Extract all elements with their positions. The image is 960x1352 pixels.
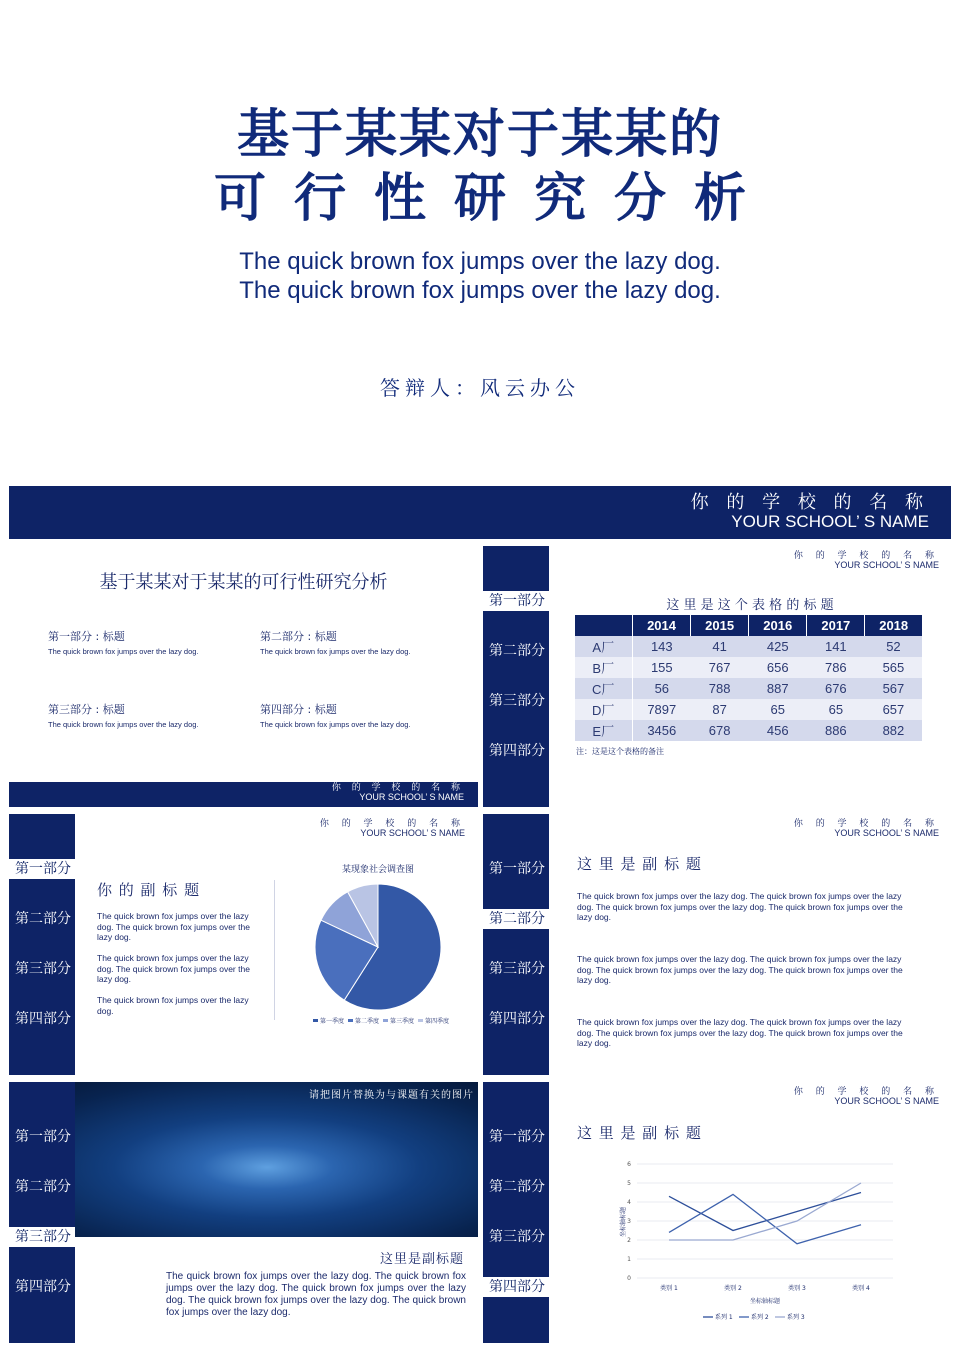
table-header-cell: 2018 (865, 615, 922, 636)
legend-swatch (418, 1019, 423, 1022)
image-subtitle: 这里是副标题 (379, 1252, 464, 1267)
table-cell: B厂 (575, 657, 633, 678)
table-cell: 678 (691, 720, 749, 741)
x-tick-label: 类别 3 (788, 1285, 806, 1292)
x-tick-label: 类别 4 (852, 1285, 870, 1292)
line-subtitle: 这 里 是 副 标 题 (577, 1124, 702, 1142)
table-cell: 657 (865, 699, 922, 720)
section-tab-4[interactable]: 第四部分 (489, 743, 545, 759)
table-cell: 567 (865, 678, 922, 699)
space-image (9, 1082, 478, 1237)
text-slide (483, 814, 952, 1075)
table-cell: 7897 (633, 699, 691, 720)
section-tab-1[interactable]: 第一部分 (489, 1129, 545, 1145)
toc-item-desc: The quick brown fox jumps over the lazy dog. (48, 647, 199, 656)
toc-item-4 (260, 701, 411, 729)
y-tick-label: 6 (627, 1161, 631, 1168)
toc-footer-bar (9, 782, 478, 807)
toc-item-2 (260, 628, 411, 656)
section-tab-3[interactable]: 第三部分 (489, 1229, 545, 1245)
section-tab-3[interactable]: 第三部分 (9, 1227, 75, 1247)
y-tick-label: 1 (627, 1256, 631, 1263)
table-cell: 425 (749, 636, 807, 657)
section-tab-1[interactable]: 第一部分 (9, 859, 75, 879)
section-tab-4[interactable]: 第四部分 (483, 1277, 549, 1297)
cover-title-line2: 可行性研究分析 (213, 169, 774, 229)
cover-title-line1: 基于某某对于某某的 (236, 105, 723, 165)
section-tab-4[interactable]: 第四部分 (15, 1011, 71, 1027)
school-en: YOUR SCHOOL’ S NAME (359, 792, 464, 803)
data-table (574, 615, 922, 741)
toc-item-label: 第一部分 : 标题 (48, 630, 125, 643)
table-cell: 656 (749, 657, 807, 678)
table-cell: 887 (749, 678, 807, 699)
table-cell: 65 (807, 699, 865, 720)
legend-label: 系列 3 (787, 1314, 805, 1321)
table-cell: 41 (691, 636, 749, 657)
table-slide (483, 546, 952, 807)
toc-slide (9, 546, 478, 807)
text-paragraph-3: The quick brown fox jumps over the lazy dog. The quick brown fox jumps over the lazy dog. The quick brown fox jumps over the lazy dog. The quick brown fox jumps over the lazy dog. (577, 1017, 903, 1049)
section-tab-1[interactable]: 第一部分 (15, 1129, 71, 1145)
legend-swatch (313, 1019, 318, 1022)
table-title: 这 里 是 这 个 表 格 的 标 题 (666, 598, 834, 613)
toc-title: 基于某某对于某某的可行性研究分析 (99, 572, 388, 593)
pie-title: 某现象社会调查图 (341, 865, 415, 875)
line-slide (483, 1082, 952, 1343)
x-tick-label: 类别 2 (724, 1285, 742, 1292)
section-tab-2[interactable]: 第二部分 (483, 909, 549, 929)
school-cn: 你 的 学 校 的 名 称 (793, 819, 939, 829)
pie-chart (283, 858, 473, 1033)
legend-swatch (383, 1019, 388, 1022)
section-sidebar (9, 814, 75, 1075)
section-tab-3[interactable]: 第三部分 (489, 693, 545, 709)
table-cell: 565 (865, 657, 922, 678)
section-tab-3[interactable]: 第三部分 (15, 961, 71, 977)
table-row (575, 678, 923, 699)
school-en: YOUR SCHOOL’ S NAME (834, 1096, 939, 1107)
toc-item-3 (48, 701, 199, 729)
table-cell: 56 (633, 678, 691, 699)
toc-item-label: 第三部分 : 标题 (48, 703, 125, 716)
x-tick-label: 类别 1 (660, 1285, 678, 1292)
table-cell: 767 (691, 657, 749, 678)
legend-label: 第二季度 (355, 1018, 380, 1025)
section-tab-1[interactable]: 第一部分 (489, 861, 545, 877)
table-cell: 143 (633, 636, 691, 657)
table-cell: A厂 (575, 636, 633, 657)
section-tab-2[interactable]: 第二部分 (15, 1179, 71, 1195)
table-cell: 788 (691, 678, 749, 699)
school-en: YOUR SCHOOL’ S NAME (834, 828, 939, 839)
table-cell: 65 (749, 699, 807, 720)
x-axis-title: 坐标轴标题 (749, 1298, 781, 1305)
table-cell: 886 (807, 720, 865, 741)
table-cell: 3456 (633, 720, 691, 741)
text-paragraph-1: The quick brown fox jumps over the lazy dog. The quick brown fox jumps over the lazy dog. The quick brown fox jumps over the lazy dog. The quick brown fox jumps over the lazy dog. (577, 891, 903, 923)
section-tab-1[interactable]: 第一部分 (483, 591, 549, 611)
section-sidebar (483, 1082, 549, 1343)
table-row (575, 636, 923, 657)
table-header-cell: 2016 (749, 615, 807, 636)
school-cn: 你 的 学 校 的 名 称 (793, 551, 939, 561)
table-header-cell: 2017 (807, 615, 865, 636)
table-cell: 786 (807, 657, 865, 678)
legend-label: 第三季度 (390, 1018, 415, 1025)
toc-item-desc: The quick brown fox jumps over the lazy dog. (260, 720, 411, 729)
table-header-cell: 2014 (633, 615, 691, 636)
toc-item-1 (48, 628, 199, 656)
table-cell: 456 (749, 720, 807, 741)
table-row (575, 657, 923, 678)
section-tab-4[interactable]: 第四部分 (15, 1279, 71, 1295)
school-cn: 你 的 学 校 的 名 称 (319, 819, 465, 829)
banner-school-cn: 你 的 学 校 的 名 称 (690, 492, 929, 513)
section-tab-4[interactable]: 第四部分 (489, 1011, 545, 1027)
y-axis-title: 坐标轴标题 (620, 1206, 627, 1238)
y-tick-label: 3 (627, 1218, 631, 1225)
y-tick-label: 5 (627, 1180, 631, 1187)
section-sidebar (9, 1082, 75, 1343)
y-tick-label: 0 (627, 1275, 631, 1282)
table-cell: 676 (807, 678, 865, 699)
table-cell: 87 (691, 699, 749, 720)
table-cell: 155 (633, 657, 691, 678)
text-subtitle: 这 里 是 副 标 题 (577, 855, 702, 873)
table-cell: 52 (865, 636, 922, 657)
divider (274, 880, 275, 1020)
table-header-cell (575, 615, 633, 636)
pie-slide (9, 814, 478, 1075)
image-paragraph: The quick brown fox jumps over the lazy dog. The quick brown fox jumps over the lazy dog. The quick brown fox jumps over the lazy dog. The quick brown fox jumps over the lazy dog. The quick brown fox jumps over the lazy dog. (166, 1271, 466, 1318)
legend-label: 系列 1 (715, 1314, 733, 1321)
y-tick-label: 4 (627, 1199, 631, 1206)
table-note: 注：这是这个表格的备注 (576, 747, 664, 756)
school-banner (9, 486, 951, 539)
section-tab-2[interactable]: 第二部分 (489, 643, 545, 659)
text-paragraph-2: The quick brown fox jumps over the lazy dog. The quick brown fox jumps over the lazy dog. The quick brown fox jumps over the lazy dog. The quick brown fox jumps over the lazy dog. (577, 954, 903, 986)
toc-item-label: 第四部分 : 标题 (260, 703, 337, 716)
school-en: YOUR SCHOOL’ S NAME (360, 828, 465, 839)
image-slide (9, 1082, 478, 1343)
y-tick-label: 2 (627, 1237, 631, 1244)
image-caption: 请把图片替换为与课题有关的图片 (309, 1090, 474, 1101)
toc-item-label: 第二部分 : 标题 (260, 630, 337, 643)
table-row (575, 699, 923, 720)
table-header-row (575, 615, 923, 636)
series-line (669, 1193, 861, 1231)
section-tab-2[interactable]: 第二部分 (15, 911, 71, 927)
table-row (575, 720, 923, 741)
table-header-cell: 2015 (691, 615, 749, 636)
line-chart (613, 1154, 903, 1326)
section-tab-3[interactable]: 第三部分 (489, 961, 545, 977)
section-tab-2[interactable]: 第二部分 (489, 1179, 545, 1195)
pie-paragraph-2: The quick brown fox jumps over the lazy dog. The quick brown fox jumps over the lazy dog. (97, 953, 250, 985)
table-cell: C厂 (575, 678, 633, 699)
pie-paragraph-1: The quick brown fox jumps over the lazy dog. The quick brown fox jumps over the lazy dog. (97, 911, 250, 943)
toc-item-desc: The quick brown fox jumps over the lazy dog. (260, 647, 411, 656)
cover-subtitle-line2: The quick brown fox jumps over the lazy dog. (239, 277, 721, 304)
table-cell: 141 (807, 636, 865, 657)
table-cell: D厂 (575, 699, 633, 720)
banner-school-en: YOUR SCHOOL’ S NAME (731, 511, 929, 531)
legend-label: 系列 2 (751, 1314, 769, 1321)
legend-label: 第四季度 (425, 1018, 450, 1025)
school-cn: 你 的 学 校 的 名 称 (331, 783, 464, 793)
table-cell: E厂 (575, 720, 633, 741)
table-cell: 882 (865, 720, 922, 741)
presenter-text: 答辩人：风云办公 (380, 376, 580, 400)
section-sidebar (483, 546, 549, 807)
cover-subtitle-line1: The quick brown fox jumps over the lazy dog. (239, 248, 721, 275)
pie-subtitle: 你 的 副 标 题 (97, 881, 201, 899)
school-cn: 你 的 学 校 的 名 称 (793, 1087, 939, 1097)
school-en: YOUR SCHOOL’ S NAME (834, 560, 939, 571)
section-sidebar (483, 814, 549, 1075)
pie-paragraph-3: The quick brown fox jumps over the lazy dog. (97, 995, 249, 1016)
legend-swatch (348, 1019, 353, 1022)
legend-label: 第一季度 (320, 1018, 345, 1025)
toc-item-desc: The quick brown fox jumps over the lazy dog. (48, 720, 199, 729)
